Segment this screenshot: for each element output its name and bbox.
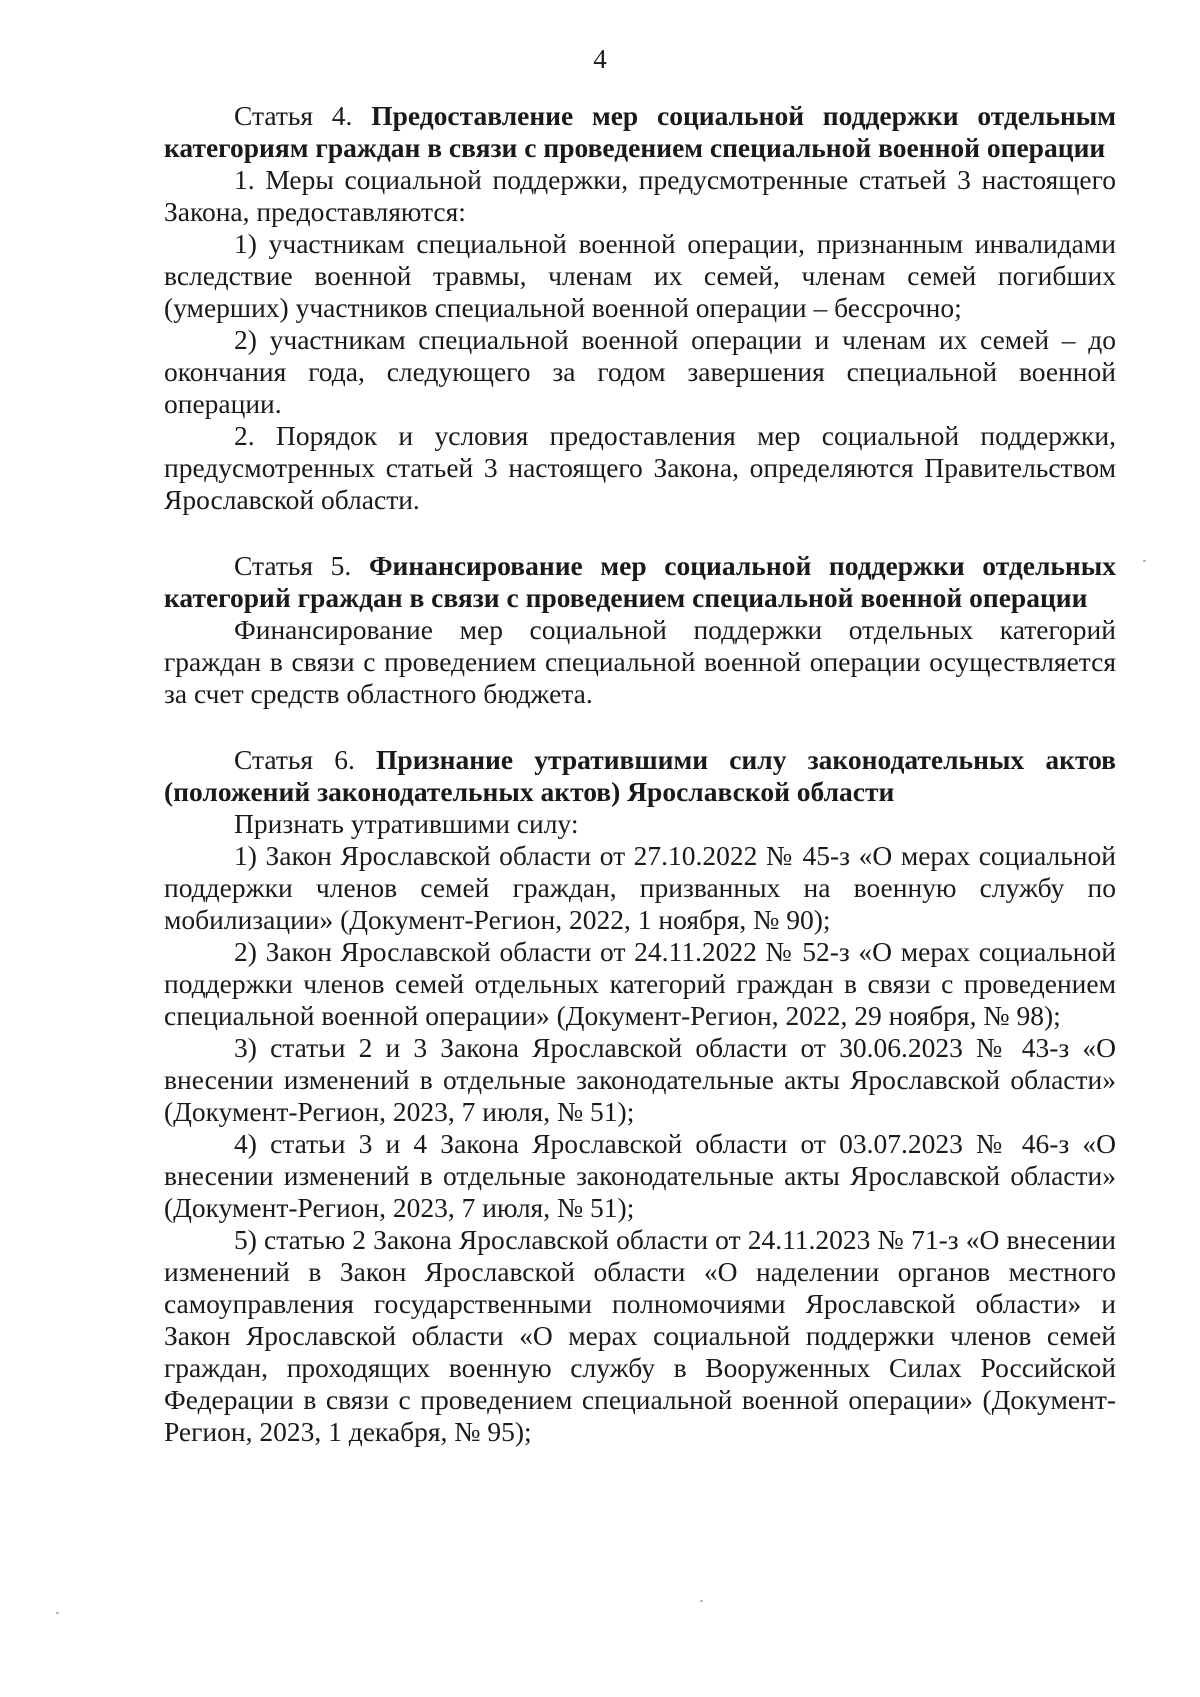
paragraph: 1) участникам специальной военной операции, признанным инвалидами вследствие военной травмы, членам их семей, членам семей погибших (умерших) участников специальной военной операции – бессрочно; [164,228,1116,323]
paragraph: 4) статьи 3 и 4 Закона Ярославской области от 03.07.2023 № 46-з «О внесении изменений в отдельные законодательные акты Ярославской области» (Документ-Регион, 2023, 7 июля, № 51); [164,1128,1116,1223]
article-title: Предоставление мер социальной поддержки отдельным категориям граждан в связи с проведением специальной военной операции [164,100,1116,163]
paragraph: 1) Закон Ярославской области от 27.10.2022 № 45-з «О мерах социальной поддержки членов семей граждан, призванных на военную службу по мобилизации» (Документ-Регион, 2022, 1 ноября, № 90); [164,840,1116,935]
paragraph: 3) статьи 2 и 3 Закона Ярославской области от 30.06.2023 № 43-з «О внесении изменений в отдельные законодательные акты Ярославской области» (Документ-Регион, 2023, 7 июля, № 51); [164,1032,1116,1127]
scan-speck [1143,560,1146,562]
article-6 [164,744,1116,1448]
paragraph: 5) статью 2 Закона Ярославской области от 24.11.2023 № 71-з «О внесении изменений в Закон Ярославской области «О наделении органов местного самоуправления государственными полномочиями Ярославской области» и Закон Ярославской области «О мерах социальной поддержки членов семей граждан, проходящих военную службу в Вооруженных Силах Российской Федерации в связи с проведением специальной военной операции» (Документ-Регион, 2023, 1 декабря, № 95); [164,1224,1116,1447]
article-label: Статья 4. [234,100,353,131]
article-title: Признание утратившими силу законодательных актов (положений законодательных актов) Ярославской области [164,744,1116,807]
paragraph: Финансирование мер социальной поддержки отдельных категорий граждан в связи с проведением специальной военной операции осуществляется за счет средств областного бюджета. [164,614,1116,709]
article-4 [164,100,1116,516]
scan-speck [700,1600,703,1602]
article-heading [164,100,1116,164]
article-5 [164,550,1116,710]
paragraph: Признать утратившими силу: [234,808,579,839]
document-body [164,100,1116,1448]
article-title: Финансирование мер социальной поддержки отдельных категорий граждан в связи с проведением специальной военной операции [164,550,1116,613]
scan-speck [56,1612,59,1614]
paragraph: 2) Закон Ярославской области от 24.11.2022 № 52-з «О мерах социальной поддержки членов семей отдельных категорий граждан в связи с проведением специальной военной операции» (Документ-Регион, 2022, 29 ноября, № 98); [164,936,1116,1031]
article-label: Статья 5. [234,550,352,581]
paragraph: 2) участникам специальной военной операции и членам их семей – до окончания года, следующего за годом завершения специальной военной операции. [164,324,1116,419]
article-label: Статья 6. [234,744,355,775]
paragraph: 2. Порядок и условия предоставления мер социальной поддержки, предусмотренных статьей 3 настоящего Закона, определяются Правительством Ярославской области. [164,420,1116,515]
article-heading [164,550,1116,614]
paragraph: 1. Меры социальной поддержки, предусмотренные статьей 3 настоящего Закона, предоставляются: [164,164,1116,227]
page-number: 4 [593,44,607,74]
article-heading [164,744,1116,808]
